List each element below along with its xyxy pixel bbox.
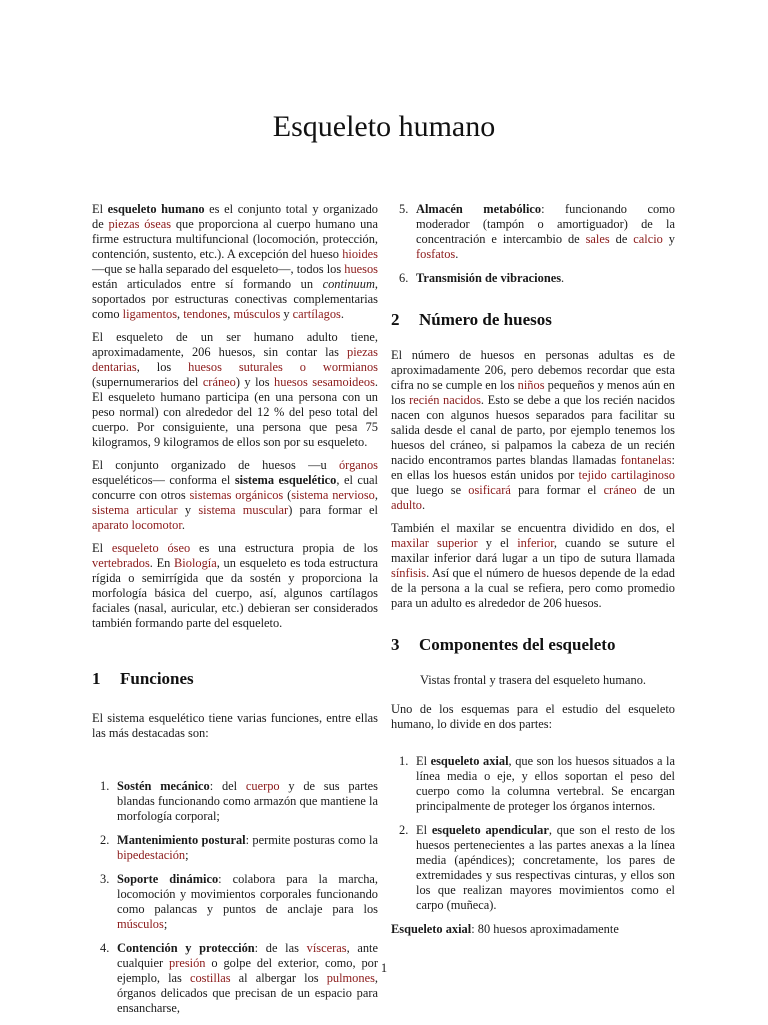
- text-run: El: [92, 541, 112, 555]
- bold-term: esqueleto apendicular: [431, 823, 549, 837]
- section-number: 1: [92, 669, 101, 688]
- text-run: de: [609, 232, 634, 246]
- list-marker: 1.: [399, 754, 409, 768]
- wiki-link[interactable]: cráneo: [202, 375, 236, 389]
- wiki-link[interactable]: calcio: [633, 232, 663, 246]
- list-item: [391, 754, 675, 814]
- bold-term: sistema esquelético: [234, 473, 337, 487]
- text-run: . Así que el número de huesos depende de la edad de la persona a la cual se refiera, pero como promedio para un adulto es alrededor de 206 huesos.: [391, 566, 675, 610]
- section-heading-funciones: [92, 669, 378, 689]
- bold-term: Esqueleto axial: [391, 922, 472, 936]
- list-item-text: [117, 779, 378, 823]
- list-marker: 5.: [399, 202, 409, 216]
- componentes-intro: Uno de los esquemas para el estudio del esqueleto humano, lo divide en dos partes:: [391, 702, 675, 731]
- wiki-link[interactable]: maxilar superior: [391, 536, 478, 550]
- wiki-link[interactable]: piezas óseas: [108, 217, 172, 231]
- section-title: Componentes del esqueleto: [419, 635, 616, 654]
- bold-term: Mantenimiento postural: [117, 833, 246, 847]
- wiki-link[interactable]: músculos: [117, 917, 164, 931]
- text-run: que luego se: [391, 483, 469, 497]
- funciones-intro: El sistema esquelético tiene varias funciones, entre ellas las más destacadas son:: [92, 711, 378, 740]
- text-run: ) para formar el: [288, 503, 378, 517]
- section-title: Número de huesos: [419, 310, 552, 329]
- section-title: Funciones: [120, 669, 194, 688]
- text-run: de un: [636, 483, 675, 497]
- section-number: 3: [391, 635, 400, 654]
- text-run: esqueléticos— conforma el: [92, 473, 235, 487]
- list-item-text: [416, 823, 675, 912]
- wiki-link[interactable]: tendones: [183, 307, 228, 321]
- text-run: pequeños y menos aún en los: [391, 378, 675, 407]
- wiki-link[interactable]: cráneo: [603, 483, 637, 497]
- list-marker: 4.: [100, 941, 110, 955]
- wiki-link[interactable]: niños: [517, 378, 545, 392]
- wiki-link[interactable]: fosfatos: [416, 247, 456, 261]
- wiki-link[interactable]: sistema articular: [92, 503, 178, 517]
- list-item: [391, 271, 675, 286]
- wiki-link[interactable]: sistema muscular: [198, 503, 289, 517]
- text-run: están articulados entre sí formando un: [92, 277, 323, 291]
- wiki-link[interactable]: ligamentos: [122, 307, 178, 321]
- text-run: , cuando se suture el maxilar inferior dará lugar a un tipo de sutura llamada: [391, 536, 675, 565]
- text-run: .: [340, 307, 344, 321]
- left-column: [92, 202, 378, 1025]
- section-heading-numero-huesos: [391, 310, 675, 330]
- text-run: El: [92, 202, 108, 216]
- page-number: 1: [380, 961, 388, 975]
- bold-term: esqueleto humano: [107, 202, 205, 216]
- text-run: al albergar los: [230, 971, 327, 985]
- figure-caption: Vistas frontal y trasera del esqueleto humano.: [419, 673, 646, 687]
- wiki-link[interactable]: Biología: [174, 556, 217, 570]
- list-item-text: [416, 271, 564, 285]
- funciones-list: [92, 779, 378, 1016]
- wiki-link[interactable]: aparato locomotor: [92, 518, 182, 532]
- wiki-link[interactable]: cartílagos: [292, 307, 341, 321]
- text-run: , órganos delicados que precisan de un espacio para ensancharse,: [117, 971, 378, 1015]
- text-run: También el maxilar se encuentra dividido en dos, el: [391, 521, 675, 535]
- list-item: [92, 872, 378, 932]
- text-run: , los: [136, 360, 189, 374]
- wiki-link[interactable]: piezas dentarias: [92, 345, 378, 374]
- text-run: que proporciona al cuerpo humano una firme estructura multifuncional (locomoción, protección, contención, sustento, etc.). A excepción del hueso: [92, 217, 378, 261]
- text-run: (supernumerarios del: [92, 375, 203, 389]
- wiki-link[interactable]: huesos: [344, 262, 378, 276]
- text-run: : en ellas los huesos están unidos por: [391, 453, 675, 482]
- list-item: [92, 779, 378, 824]
- bold-term: Almacén metabólico: [416, 202, 542, 216]
- section-heading-componentes: [391, 635, 675, 655]
- list-item-text: [117, 872, 378, 931]
- text-run: . Esto se debe a que los recién nacidos nacen con algunos huesos separados para facilitar su salida desde el canal de parto, por ejemplo tenemos los huesos del cráneo, si palpamos la cabeza de un recién nacido encontramos partes blandas llamadas: [391, 393, 675, 467]
- text-run: y el: [477, 536, 518, 550]
- wiki-link[interactable]: órganos: [338, 458, 378, 472]
- text-run: , un esqueleto es toda estructura rígida o semirrígida que da sostén y proporciona la morfología básica del cuerpo, así, algunos cartílagos faciales (nasal, auricular, etc.) debieran ser considerados también formando parte del esqueleto.: [92, 556, 378, 630]
- wiki-link[interactable]: tejido cartilaginoso: [578, 468, 675, 482]
- list-marker: 2.: [399, 823, 409, 837]
- wiki-link[interactable]: vertebrados: [92, 556, 150, 570]
- text-run: El esqueleto de un ser humano adulto tiene, aproximadamente, 206 huesos, sin contar las: [92, 330, 378, 359]
- wiki-link[interactable]: sistemas orgánicos: [189, 488, 284, 502]
- text-run: y: [662, 232, 676, 246]
- wiki-link[interactable]: inferior: [517, 536, 554, 550]
- text-run: , ante cualquier: [117, 941, 378, 970]
- text-run: para formar el: [510, 483, 604, 497]
- text-run: y: [177, 503, 199, 517]
- text-run: ,: [177, 307, 184, 321]
- text-run: . En: [149, 556, 175, 570]
- text-run: y de sus partes blandas funcionando como armazón que mantiene la morfología corporal;: [117, 779, 378, 823]
- wiki-link[interactable]: cuerpo: [245, 779, 280, 793]
- list-marker: 1.: [100, 779, 110, 793]
- list-item-text: [117, 833, 378, 862]
- bold-term: Contención y protección: [117, 941, 255, 955]
- wiki-link[interactable]: vísceras: [306, 941, 347, 955]
- text-run: , el cual concurre con otros: [92, 473, 379, 502]
- text-run: .: [181, 518, 185, 532]
- intro-paragraph-2: [92, 330, 378, 450]
- text-run: ,: [374, 488, 378, 502]
- intro-paragraph-4: [92, 541, 378, 631]
- wiki-link[interactable]: sistema nervioso: [291, 488, 375, 502]
- text-run: : 80 huesos aproximadamente: [471, 922, 619, 936]
- page-title: Esqueleto humano: [272, 110, 496, 143]
- esqueleto-axial-line: [391, 922, 675, 937]
- wiki-link[interactable]: osificará: [468, 483, 511, 497]
- text-run: , que son el resto de los huesos pertenecientes a las partes anexas a la línea media (apéndices); concretamente, los pares de extremidades y sus respectivas cinturas, y ellos son los que realizan mayores movimientos como el carpo (muñeca).: [416, 823, 676, 912]
- right-column: [391, 202, 675, 945]
- list-item: [391, 202, 675, 262]
- text-run: : del: [209, 779, 246, 793]
- wiki-link[interactable]: recién nacidos: [409, 393, 481, 407]
- wiki-link[interactable]: huesos suturales o wormianos: [188, 360, 378, 374]
- wiki-link[interactable]: huesos sesamoideos: [274, 375, 375, 389]
- wiki-link[interactable]: adulto: [391, 498, 422, 512]
- intro-paragraph-3: [92, 458, 378, 533]
- wiki-link[interactable]: sales: [585, 232, 610, 246]
- wiki-link[interactable]: fontanelas: [620, 453, 672, 467]
- list-item: [391, 823, 675, 913]
- text-run: es el conjunto total y organizado de: [92, 202, 379, 231]
- text-run: . El esqueleto humano participa (en una persona con un peso normal) con alrededor del 12 % del peso total del cuerpo. Por consiguiente, una persona que pesa 75 kilogramos, 9 kilogramos de ellos son por su esqueleto.: [92, 375, 378, 449]
- list-item: [92, 941, 378, 1016]
- list-marker: 6.: [399, 271, 409, 285]
- list-item-text: [416, 754, 675, 813]
- section-number: 2: [391, 310, 400, 329]
- bold-term: Soporte dinámico: [117, 872, 219, 886]
- text-run: es una estructura propia de los: [190, 541, 378, 555]
- text-run: El: [416, 823, 432, 837]
- list-marker: 3.: [100, 872, 110, 886]
- wiki-link[interactable]: sínfisis: [391, 566, 427, 580]
- list-item-text: [416, 202, 675, 261]
- text-run: , soportados por estructuras conectivas complementarias como: [92, 277, 378, 321]
- wiki-link[interactable]: bipedestación: [117, 848, 186, 862]
- text-run: o golpe del exterior, como, por ejemplo, las: [117, 956, 378, 985]
- wiki-link[interactable]: pulmones: [326, 971, 375, 985]
- text-run: : permite posturas como la: [245, 833, 378, 847]
- text-run: —que se halla separado del esqueleto—, todos los: [92, 262, 345, 276]
- text-run: y: [280, 307, 293, 321]
- funciones-list-continued: [391, 202, 675, 286]
- wiki-link[interactable]: esqueleto óseo: [111, 541, 191, 555]
- wiki-link[interactable]: presión: [169, 956, 206, 970]
- bold-term: Sostén mecánico: [117, 779, 210, 793]
- text-run: ,: [227, 307, 234, 321]
- italic-term: continuum: [322, 277, 375, 291]
- componentes-list: [391, 754, 675, 913]
- text-run: ;: [185, 848, 189, 862]
- bold-term: esqueleto axial: [430, 754, 509, 768]
- text-run: .: [561, 271, 565, 285]
- text-run: : funcionando como moderador (tampón o amortiguador) de la concentración e intercambio de: [416, 202, 675, 246]
- list-item: [92, 833, 378, 863]
- wiki-link[interactable]: músculos: [233, 307, 281, 321]
- text-run: El conjunto organizado de huesos —u: [92, 458, 339, 472]
- text-run: , que son los huesos situados a la línea media o eje, y ellos soportan el peso del cuerpo como la columna vertebral. Se encargan principalmente de proteger los órganos internos.: [416, 754, 675, 813]
- text-run: El número de huesos en personas adultas es de aproximadamente 206, pero debemos recordar que esta cifra no se cumple en los: [391, 348, 675, 392]
- text-run: ) y los: [235, 375, 275, 389]
- bold-term: Transmisión de vibraciones: [416, 271, 562, 285]
- wiki-link[interactable]: costillas: [189, 971, 231, 985]
- list-item-text: [117, 941, 378, 1015]
- text-run: ;: [163, 917, 168, 931]
- text-run: El: [416, 754, 431, 768]
- text-run: : colabora para la marcha, locomoción y movimientos corporales funcionando como palancas y puntos de anclaje para los: [117, 872, 378, 916]
- wiki-link[interactable]: hioides: [342, 247, 378, 261]
- text-run: (: [283, 488, 292, 502]
- intro-paragraph-1: [92, 202, 378, 322]
- numero-huesos-paragraph-2: [391, 521, 675, 611]
- text-run: .: [455, 247, 459, 261]
- text-run: : de las: [254, 941, 307, 955]
- list-marker: 2.: [100, 833, 110, 847]
- numero-huesos-paragraph-1: [391, 348, 675, 513]
- text-run: .: [421, 498, 426, 512]
